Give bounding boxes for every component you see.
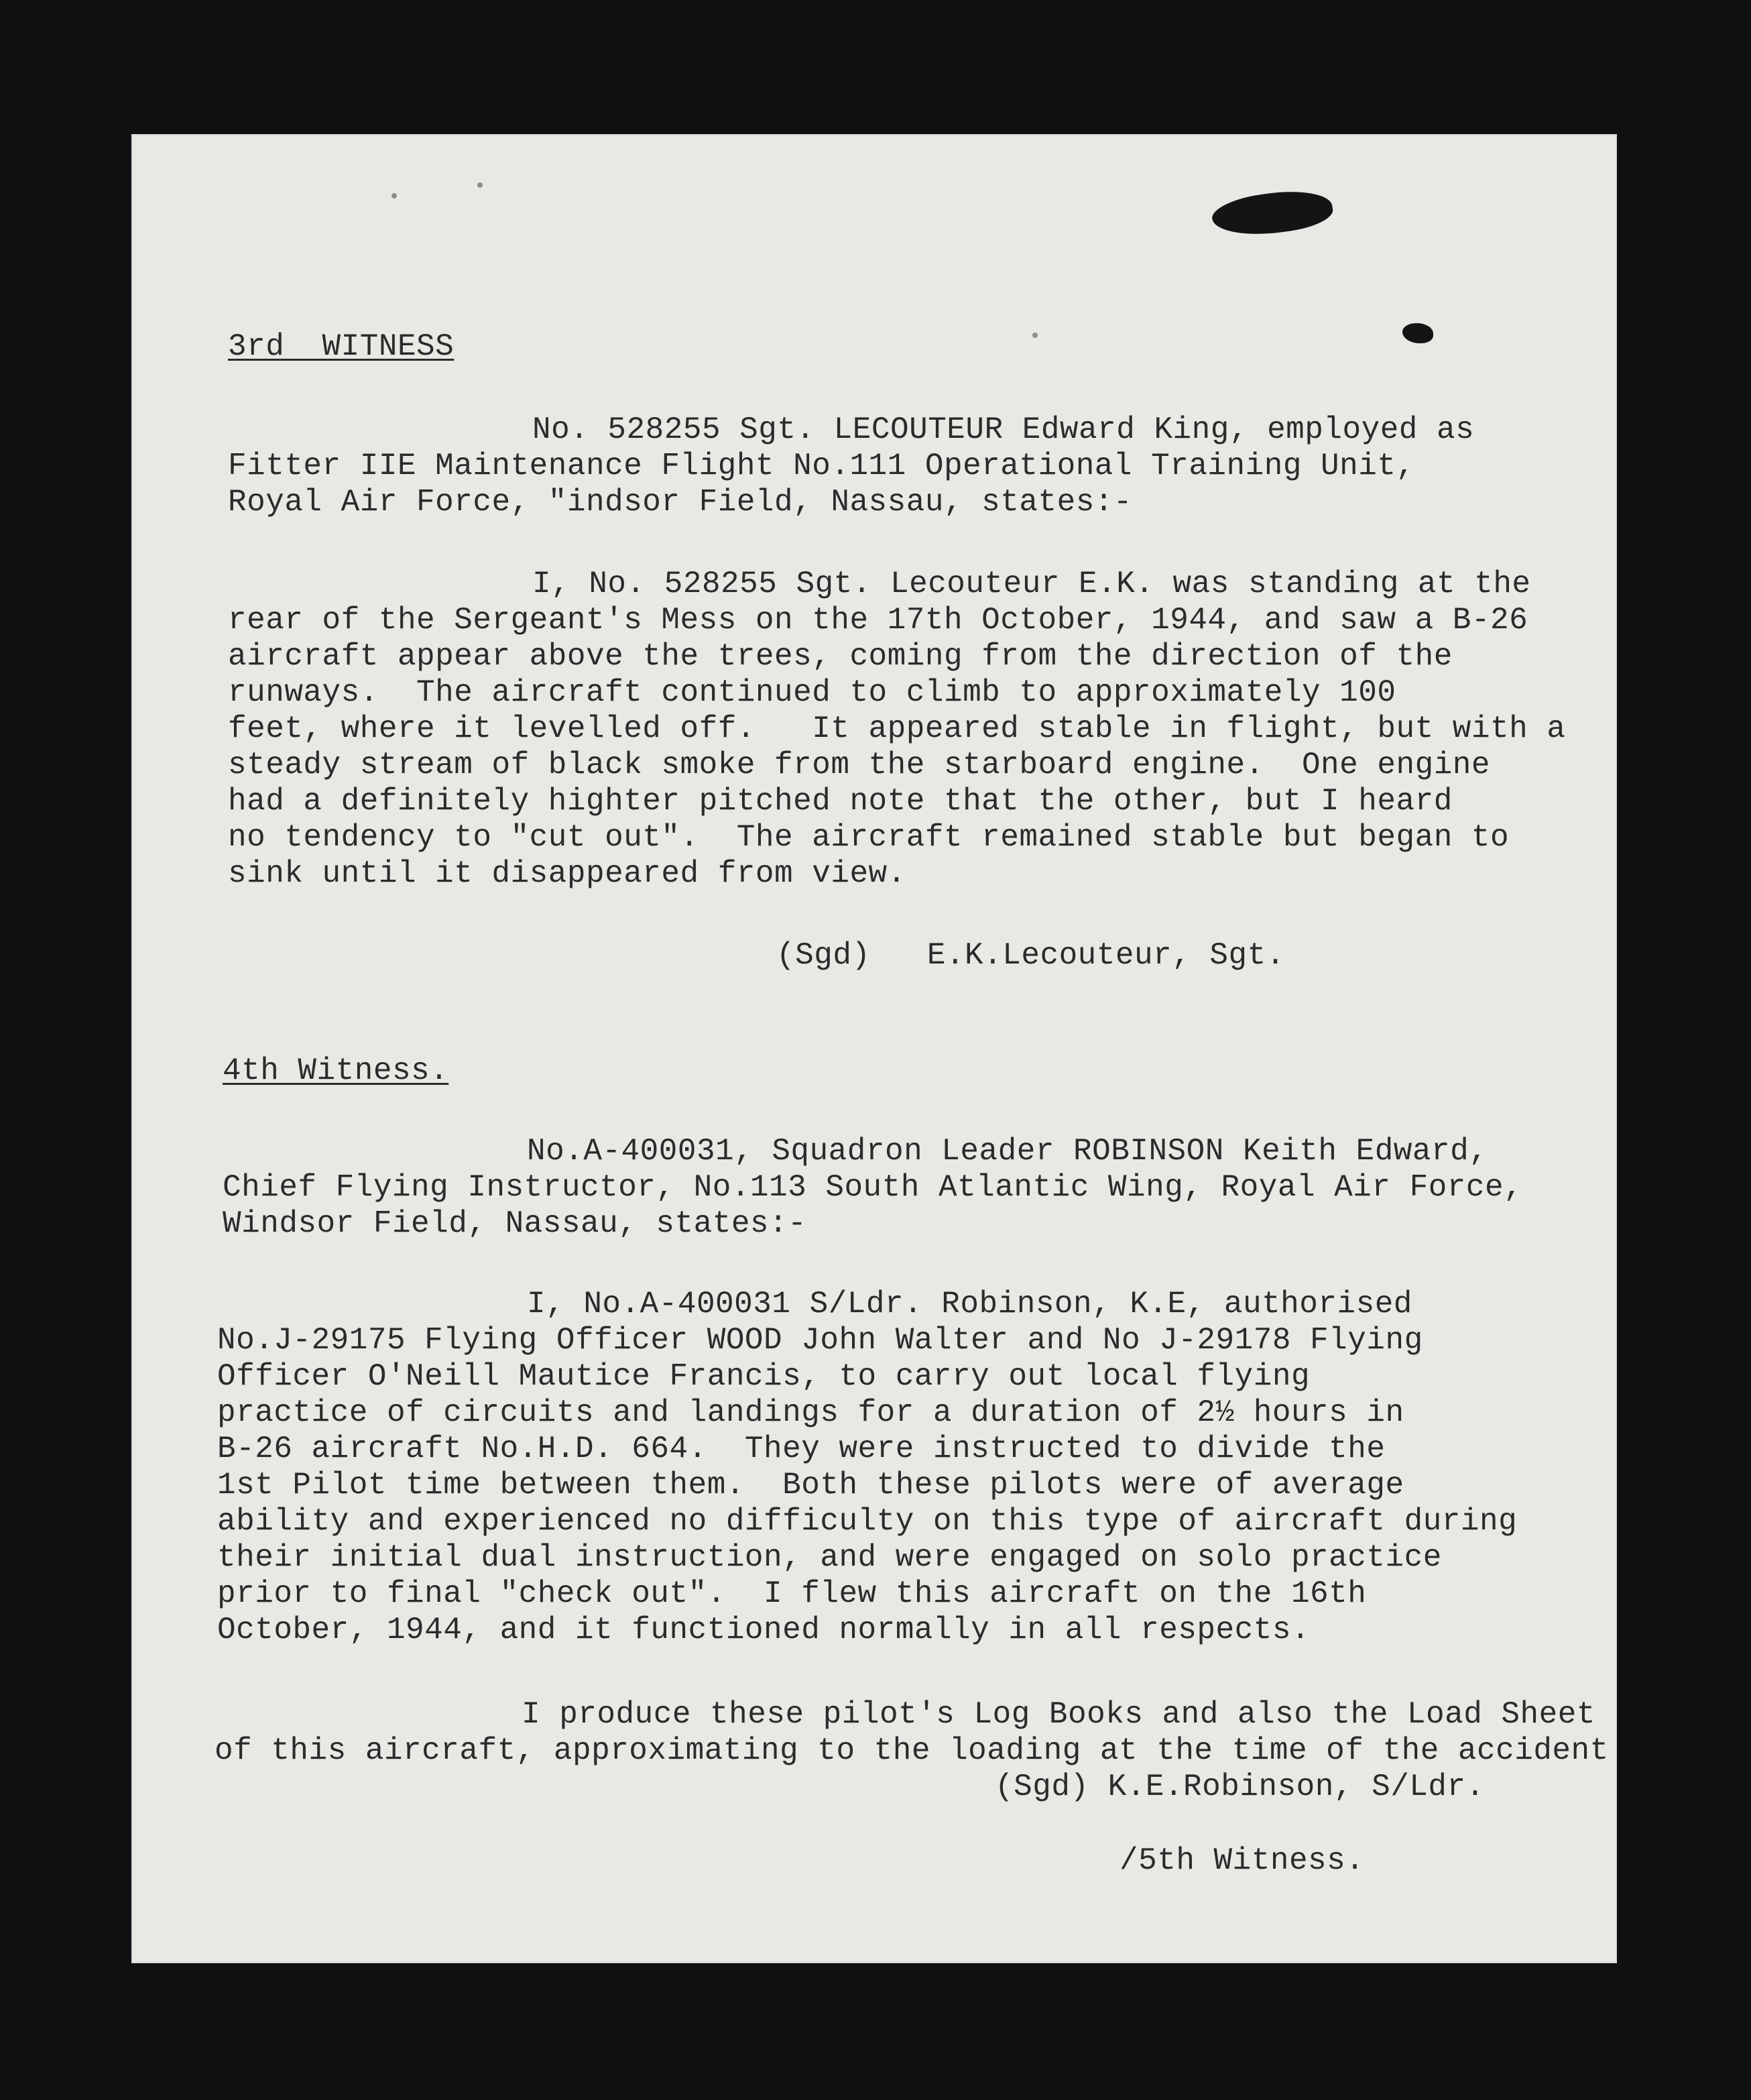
paper-speck	[477, 182, 483, 188]
fourth-witness-statement-line-1: I, No.A-400031 S/Ldr. Robinson, K.E, authorised	[527, 1287, 1412, 1322]
third-witness-statement-line-2: rear of the Sergeant's Mess on the 17th October, 1944, and saw a B-26	[228, 603, 1528, 638]
fourth-witness-statement-line-6: 1st Pilot time between them. Both these pilots were of average	[217, 1468, 1404, 1503]
third-witness-intro-line-1: No. 528255 Sgt. LECOUTEUR Edward King, employed as	[532, 412, 1475, 447]
paper-speck	[391, 193, 397, 198]
paper-speck	[1032, 333, 1038, 338]
third-witness-heading: 3rd WITNESS	[228, 329, 455, 364]
third-witness-statement-line-4: runways. The aircraft continued to climb to approximately 100	[228, 675, 1396, 710]
fourth-witness-statement-line-7: ability and experienced no difficulty on this type of aircraft during	[217, 1504, 1518, 1539]
fourth-witness-statement-line-8: their initial dual instruction, and were engaged on solo practice	[217, 1540, 1442, 1575]
ink-spot	[1402, 323, 1433, 343]
fourth-witness-intro-line-3: Windsor Field, Nassau, states:-	[223, 1206, 807, 1241]
third-witness-statement-line-9: sink until it disappeared from view.	[228, 856, 906, 891]
third-witness-statement-line-7: had a definitely highter pitched note that the other, but I heard	[228, 784, 1453, 819]
fourth-witness-statement-line-10: October, 1944, and it functioned normally in all respects.	[217, 1613, 1311, 1647]
third-witness-statement-line-8: no tendency to "cut out". The aircraft remained stable but began to	[228, 820, 1510, 855]
fourth-witness-statement-line-4: practice of circuits and landings for a duration of 2½ hours in	[217, 1395, 1404, 1430]
fourth-witness-statement-line-5: B-26 aircraft No.H.D. 664. They were instructed to divide the	[217, 1432, 1386, 1466]
third-witness-intro-line-2: Fitter IIE Maintenance Flight No.111 Operational Training Unit,	[228, 449, 1415, 483]
log-books-line-1: I produce these pilot's Log Books and also the Load Sheet	[522, 1697, 1595, 1732]
fourth-witness-intro-line-1: No.A-400031, Squadron Leader ROBINSON Keith Edward,	[527, 1134, 1488, 1169]
ink-blot	[1210, 185, 1335, 241]
fourth-witness-signature: (Sgd) K.E.Robinson, S/Ldr.	[995, 1769, 1485, 1804]
third-witness-statement-line-6: steady stream of black smoke from the starboard engine. One engine	[228, 748, 1491, 782]
fourth-witness-heading: 4th Witness.	[223, 1053, 449, 1088]
typewritten-page	[131, 134, 1617, 1963]
fourth-witness-statement-line-3: Officer O'Neill Mautice Francis, to carry out local flying	[217, 1359, 1311, 1394]
fourth-witness-statement-line-2: No.J-29175 Flying Officer WOOD John Walter and No J-29178 Flying	[217, 1323, 1423, 1358]
third-witness-statement-line-1: I, No. 528255 Sgt. Lecouteur E.K. was standing at the	[532, 567, 1531, 601]
third-witness-statement-line-3: aircraft appear above the trees, coming from the direction of the	[228, 639, 1453, 674]
third-witness-intro-line-3: Royal Air Force, "indsor Field, Nassau, states:-	[228, 485, 1133, 520]
third-witness-signature: (Sgd) E.K.Lecouteur, Sgt.	[776, 938, 1285, 973]
continuation-note: /5th Witness.	[1120, 1843, 1365, 1878]
log-books-line-2: of this aircraft, approximating to the loading at the time of the accident	[215, 1733, 1609, 1768]
fourth-witness-intro-line-2: Chief Flying Instructor, No.113 South Atlantic Wing, Royal Air Force,	[223, 1170, 1523, 1205]
fourth-witness-statement-line-9: prior to final "check out". I flew this aircraft on the 16th	[217, 1576, 1367, 1611]
third-witness-statement-line-5: feet, where it levelled off. It appeared stable in flight, but with a	[228, 711, 1566, 746]
